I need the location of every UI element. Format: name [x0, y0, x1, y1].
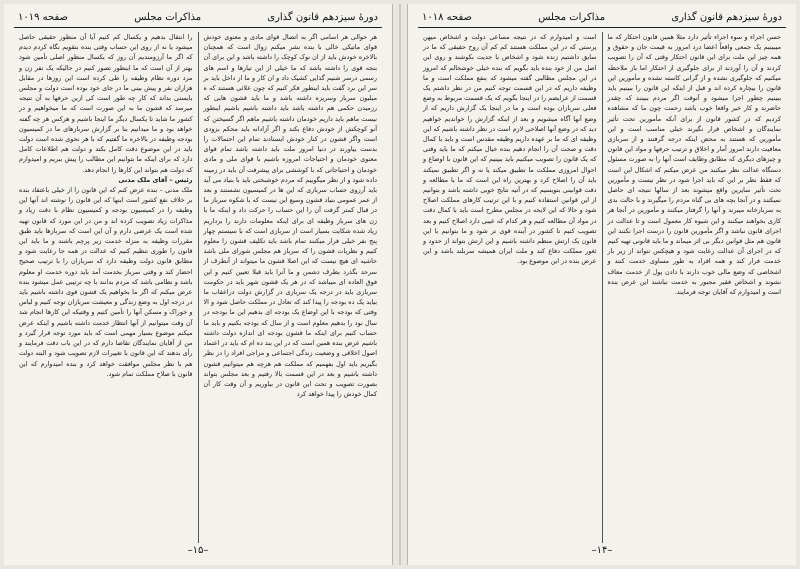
- text-columns: [418, 32, 786, 543]
- header-page-number: صفحه ۱۰۱۹: [18, 11, 69, 23]
- paragraph: حسن اجراء و سوء اجراء تأثیر دارد مثلا همین قانون احتکار که ما میبینیم یک جمعی واقعاً اعضا درد امروز به قیمت جان و حقوق و همه چیز این ملت برای این قانون احتکار وقتی که آن را تصویب کردند و آن را آوردند از برای جلوگیری از احتکار اما باز ملاحظه میکنیم که جلوگیری نشده و از گرانی کاسته نشده و مأمورین این قانون را بیچاره کرده اند و قبل از اینکه این قانون را ببینیم باید ببینیم چطور اجرا میشود و آنوقت اگر مردم ببینند که چقدر حاضرند و کار خیر واقعا خوب باشد زحمت چون ما که مشاهده کردیم که در کشور قانون از برای آنکه مأمورین تحت تأثیر نمایندگان و اشخاص قرار نگیرند خیلی مناسب است و این مأمورین که هستند به محض اینکه درجه گرفتند و از سربازی معافیت دارند امروز آمار و اخلاق و ترتیب حرفها و مواد این قانون و چیزهای دیگری که مطابق وظایف است آنها را به صورت مسئول دستگاه عدالت نظر میکنند من عرض میکنم که اشکال این است که فقط نظر بر این که باید اجرا شود در نظر نیست و مأمورین تحت تأثیر سایرین واقع میشوند بعد از سالها نتیجه ای حاصل نمیکنند و در آنجا بچه های بی گناه مردم را میگیرند و با حالت بدی به سربازخانه میبرند و آنها را گرفتار میکنند و مأمورین در آنجا هر کاری بخواهند میکنند و این شیوه کار معمول است و تا عدالت در اجرای قانون نباشد و اگر مأمورین قانون را درست اجرا نکنند این قانون هم مثل قوانین دیگر بی اثر میماند و ما باید قانونی تهیه کنیم که در اجرای آن عدالت رعایت شود و هیچکس نتواند از زیر بار خدمت فرار کند و همه افراد به طور مساوی خدمت کنند و اشخاصی که وضع مالی خوب دارند با دادن پول از خدمت معاف نشوند و اشخاص فقیر مجبور به خدمت نباشند این عرض بنده است و امیدوارم که آقایان توجه فرمایند.: [607, 33, 781, 297]
- page-footer-number: –۱۵–: [187, 545, 209, 556]
- column-divider: [198, 32, 199, 543]
- header-title: دورهٔ سیزدهم قانون گذاری: [267, 11, 378, 23]
- header-section: مذاکرات مجلس: [538, 11, 606, 23]
- paragraph: را انتقال بدهیم و یکسال کم کنیم آیا آن منظور حقیقی حاصل میشود یا نه از روی این حساب وقتی بنده بتقویم نگاه کردم دیدم که اگر ما آرزومندیم آن روز که یکسال منظور اصلی تأمین شود بهتر از آن است که ما اینطور تصور کنیم در حالیکه یک نفر زن و مرد دوره نظام وظیفه را طی کرده است این روزها در مقابل هزاران نفر و پیش بینی ما در جای خود بوده است دولت و مجلس بایستی بداند که کار چه طور است کی ازین حرفها به آن نتیجه میرسد که قشون ما به این صورت است که ما میخواهیم و در کشور ما شاید تا یکسال دیگر ما اینجا باشیم و هرکس هر چه گفته خواهد بود و ما میدانیم بنا بر گزارش سربازهای ما در کمیسیون بودجه وظیفه در بالاخره ما گفتیم که با هر نحوی شده است دولت باید در این موضوع دقت کامل بکند و دولت هم اطلاعات کامل دارد که برای اینکه ما بتوانیم این مطالب را پیش ببریم و امیدوارم که دولت هم بتواند این کارها را انجام دهد.: [19, 33, 193, 174]
- page-header: [418, 10, 786, 28]
- speaker-line: رئیس – آقای ملک مدنی: [118, 175, 193, 184]
- header-page-number: صفحه ۱۰۱۸: [422, 11, 473, 23]
- header-section: مذاکرات مجلس: [134, 11, 202, 23]
- paragraph: است و امیدوارم که در نتیجه مساعی دولت و اشخاص میهن پرستی که در این مملکت هستند کم کم آن روح حقیقی که ما در سابق داشتیم زنده شود و اشخاص با جدیت بکوشند و روی این اصل من از خود بنده باید بگویم که بنده خیلی خوشحالم که امروز در این مجلس مطالبی گفته میشود که بنفع مملکت است و ما وظیفه داریم که در این قسمت توجه کنیم من در نظر داشتم یک قسمت از عرایضم را در اینجا بگویم که یک قسمت مربوط به وضع فعلی سربازان بوده است و ما در اینجا یک گزارش داریم که از وضع آنها آگاه میشویم و بعد از اینکه گزارش را خواندیم خواهیم دید که در وضع آنها اصلاحی لازم است در نظر داشته باشیم که این وظیفه ای که ما بر عهده داریم وظیفه مقدس است و باید با کمال دقت و صحت آن را انجام دهیم بنده خیال میکنم که ما باید وقتی که یک قانون را تصویب میکنیم باید ببینیم که این قانون با اوضاع و احوال امروزی مملکت ما تطبیق میکند یا نه و اگر تطبیق نمیکند باید آن را اصلاح کرد و بهترین راه این است که ما با مطالعه و دقت قوانینی بنویسیم که در آتیه نتایج خوبی داشته باشد و بتوانیم از این قوانین استفاده کنیم و با این ترتیب کارهای مملکت اصلاح شود و حالا که این لایحه در مجلس مطرح است باید با کمال دقت در مواد آن مطالعه کنیم و هر کدام که عیبی دارد اصلاح کنیم و بعد تصویب کنیم تا کشور در آینده قوی تر شود و ما بتوانیم با این قانون یک ارتش منظم داشته باشیم و این ارتش بتواند از حدود و ثغور مملکت دفاع کند و ملت ایران همیشه سربلند باشد و این عرض بنده در این موضوع بود.: [423, 33, 597, 266]
- column-right: [199, 32, 383, 543]
- column-left: [14, 32, 198, 543]
- column-divider: [602, 32, 603, 543]
- paragraph: هر حوالی هر اسامی اگر به اتصال قوای مادی و معنوی خودش قوای ماتیکی خالی با بنده نشر میکنم زوال است که همچنان بالاخره خودش باید از ان نوک کوچک را داشته باشد و این برای آن بنجه قوی را داشته باشد که ما خیلی از این تیارها و اسم های رسمی درسر شنیم گذایی کشیک داد و ان کار و ما از داخل باید بر سر این برد گفت باید اینطور فکر کنیم که چون علائی هستند که ه میلیون سرباز وسریزه داشته باشد و ما باید قشون هایی که رزمیدن حکمی هم داشته باشد باید داشته باشیم باشیم اینطور نیست ماهم باید داریم خودمان داشته باشیم ماهم اگر گسیختن که آنو کوچکش از خودش دفاع بکند و اگر آزادانه باید محکم بزودی است واگر قشون در کنار خودش ایستادند تمام این احتمالات را بدست بیاورند در دنیا امروز ملت باید داشته باشد تمام قوای معنوی خودمان و احتیاجات امروزه باشیم با قوای ملی و مادی خودمان و احتیاجاتی که با کوششی برای پیشرفت آن باید در زمینه داده شود و از نظر میگوییم که مردم خوشبختی باید با بنیاد می آید باید آرزوی حساب سربازی که این ها در کمیسیون نشستند و بعد از عمر عمومی بنیاد قشون وسیع این نیست که با شکوه سرباز ما در قبال کمتر گرفت آن را این حساب را حرکت داد و اینکه ما با زن های سرباز وظیفه ای برای اینکه معلومات دارند را برداریم زیاد شده شکایت بسیار است از سربازی است که با سیستم چهار پنج نفر خیلی فرار میکنند تمام باشد باید تکلیف قشون را معلوم کنیم و نظریات قشون را که سرباز هم مجلس شورای ملی باشد حاشیه ای هیچ نیست که این اصلا قشون ما میتواند از آنطرف از سرحد بگذرد بطرف دشمن و ما آنرا باید قبلا تعیین کنیم و این فوق العاده ای میباشد که در هر یک قشون شهر باید در حکومت سربازی باید در درجه یک سربازی در گزارش دولت دراعقاب ما بیاید یک ده بودجه را پیدا کند که تعادل در مملکت حاصل شود و الا وقتی که بودجه با این اوضاع یک بودجه ای بدهیم این ما بودجه در سال نود را بدهیم معلوم است و از سال که بودجه بکنیم و باید ما حساب کنیم برای اینکه ما قشون بودجه ای اندازه دولت داشته باشیم عرض بنده همین است که در این بند ده ام که باید در اعتماد اصول اخلاقی و وضعیت زندگی اجتماعی و مزاجی افراد را در نظر بگیریم باید اول بفهمیم که مملکت هم هرچه هم میتوانیم قشون داشته باشیم و بعد در این قسمت بالا رفتیم و بعد مجلس بتواند بصورت تصویب و تحت این قانون در بیاوریم و آن وقت کار آن کمال خودش را پیدا خواهد کرد: [203, 33, 377, 399]
- page-footer-number: –۱۴–: [591, 545, 613, 556]
- column-left: [418, 32, 602, 543]
- book-gutter: [399, 4, 401, 565]
- page-header: [14, 10, 382, 28]
- text-columns: [14, 32, 382, 543]
- column-right: [603, 32, 787, 543]
- paragraph: ملک مدنی – بنده عرض کنم که این قانون را از خیلی باعتقاد بنده بر خلاف نفع کشور است اینها که این قانون را نوشته اند آنها این وظیفه را در کمیسیون بودجه و کمیسیون نظام با دقت زیاد و مذاکرات زیاد تصویب کرده اند و من در این مورد که قانون تهیه شده است یک عرضی دارم و آن این است که سربازها باید طبق مقررات وظیفه به منزله خدمت زیر پرچم باشند و ما باید این قانون را طوری تنظیم کنیم که عدالت در همه جا رعایت شود و مطابق قانون دولت وظیفه دارد که سربازان را با ترتیب صحیح احضار کند و وقتی سرباز بخدمت آمد باید دوره خدمت او معلوم باشد و نظامی باشد که مردم بدانند با چه ترتیبی عمل میشود بنده عرض میکنم که اگر ما بخواهیم یک قشون قوی داشته باشیم باید در درجه اول به وضع زندگی و معیشت سربازان توجه کنیم و لباس و خوراک و مسکن آنها را تأمین کنیم و وقتیکه این کارها انجام شد آن وقت میتوانیم از آنها انتظار خدمت داشته باشیم و اینکه عرض میکنم موضوع بسیار مهمی است که باید مورد توجه قرار گیرد و من از آقایان نمایندگان تقاضا دارم که در این باب دقت فرمایند و رأی بدهند که این قانون با تغییرات لازم تصویب شود و البته دولت هم با نظر مجلس موافقت خواهد کرد و بنده امیدوارم که این قانون با صلاح مملکت تمام شود.: [19, 186, 193, 378]
- page-right: [407, 4, 796, 565]
- header-title: دورهٔ سیزدهم قانون گذاری: [671, 11, 782, 23]
- page-left: [4, 4, 393, 565]
